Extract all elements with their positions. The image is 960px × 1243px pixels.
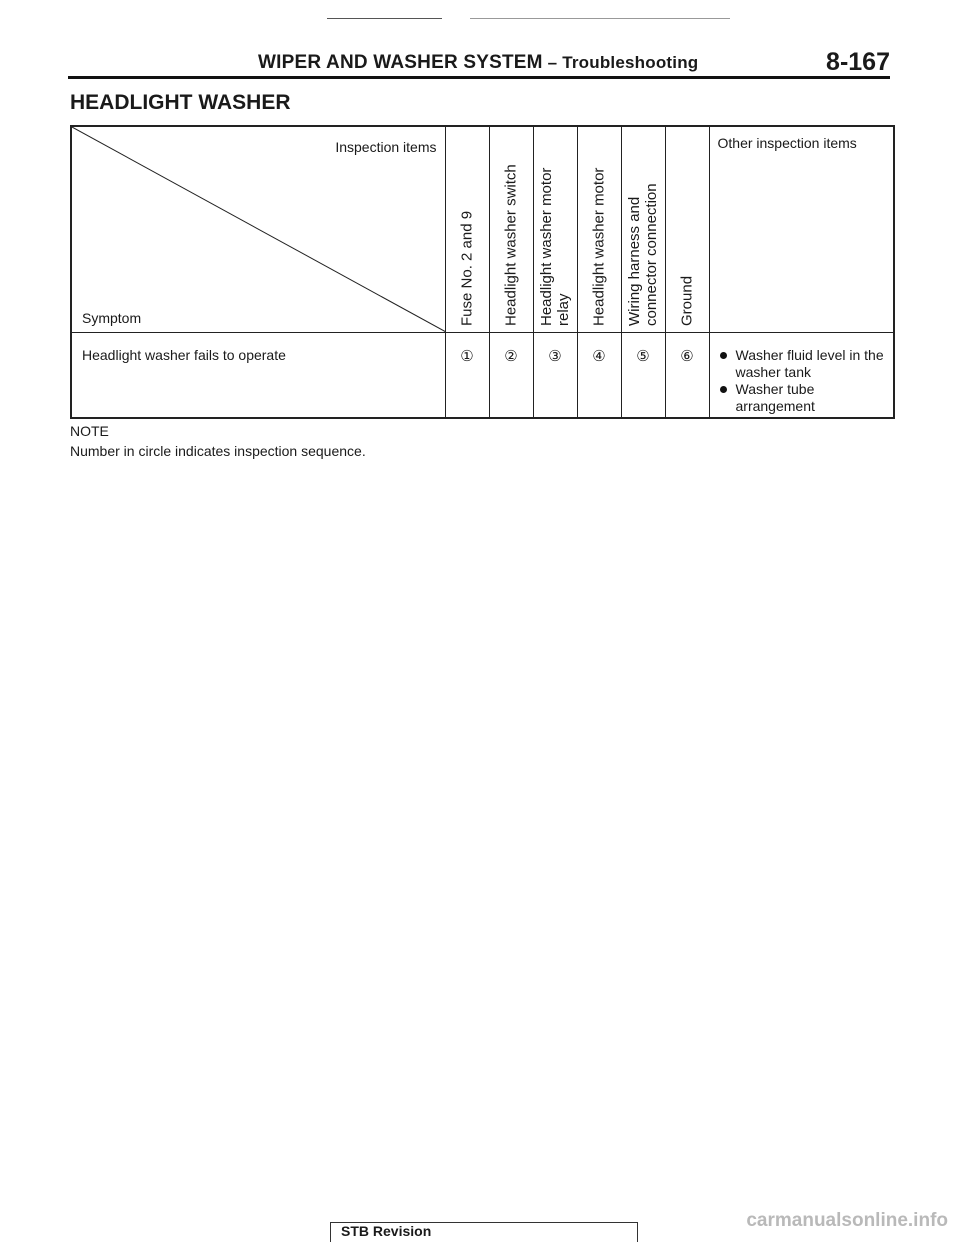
sequence-cell: ⑤ (621, 333, 665, 419)
watermark: carmanualsonline.info (746, 1210, 948, 1231)
revision-stamp: STB Revision (330, 1222, 638, 1242)
header-title-text: WIPER AND WASHER SYSTEM (258, 52, 543, 73)
sequence-cell: ② (489, 333, 533, 419)
list-item: Washer fluid level in the washer tank (716, 347, 894, 381)
column-header-fuse (445, 126, 489, 333)
sequence-cell: ④ (577, 333, 621, 419)
sequence-cell: ⑥ (665, 333, 709, 419)
troubleshooting-table (70, 125, 895, 419)
column-header-label: Fuse No. 2 and 9 (458, 210, 476, 326)
header-subtitle-text: – Troubleshooting (542, 53, 699, 72)
list-item: Washer tube arrangement (716, 381, 894, 415)
page-number: 8-167 (826, 48, 890, 76)
symptom-label: Symptom (82, 310, 142, 326)
column-header-ground (665, 126, 709, 333)
column-header-wiring (621, 126, 665, 333)
symptom-cell: Headlight washer fails to operate (71, 333, 445, 419)
scan-artifact-line (327, 18, 442, 19)
diagonal-divider-line (72, 127, 446, 332)
column-header-motor-relay (533, 126, 577, 333)
corner-diagonal-cell (71, 126, 445, 333)
header-rule (68, 76, 890, 79)
section-title: HEADLIGHT WASHER (70, 91, 291, 114)
scan-artifact-line (470, 18, 730, 19)
column-header-label: Ground (678, 275, 696, 326)
other-items-cell (709, 333, 894, 419)
column-header-label: Headlight washer motor (590, 167, 608, 326)
note-text: Number in circle indicates inspection sequence. (70, 443, 366, 459)
column-header-label: Headlight washer switch (502, 164, 520, 326)
sequence-cell: ③ (533, 333, 577, 419)
column-header-label: Headlight washer motor relay (538, 167, 572, 326)
column-header-label: Wiring harness and connector connection (626, 183, 660, 326)
note-label: NOTE (70, 423, 109, 439)
other-inspection-items-header: Other inspection items (709, 126, 894, 333)
column-header-switch (489, 126, 533, 333)
table-header-row (71, 126, 894, 333)
table-row (71, 333, 894, 419)
column-header-motor (577, 126, 621, 333)
page-header-title (258, 52, 698, 74)
inspection-items-label: Inspection items (335, 139, 437, 155)
sequence-cell: ① (445, 333, 489, 419)
other-items-list (716, 347, 894, 415)
